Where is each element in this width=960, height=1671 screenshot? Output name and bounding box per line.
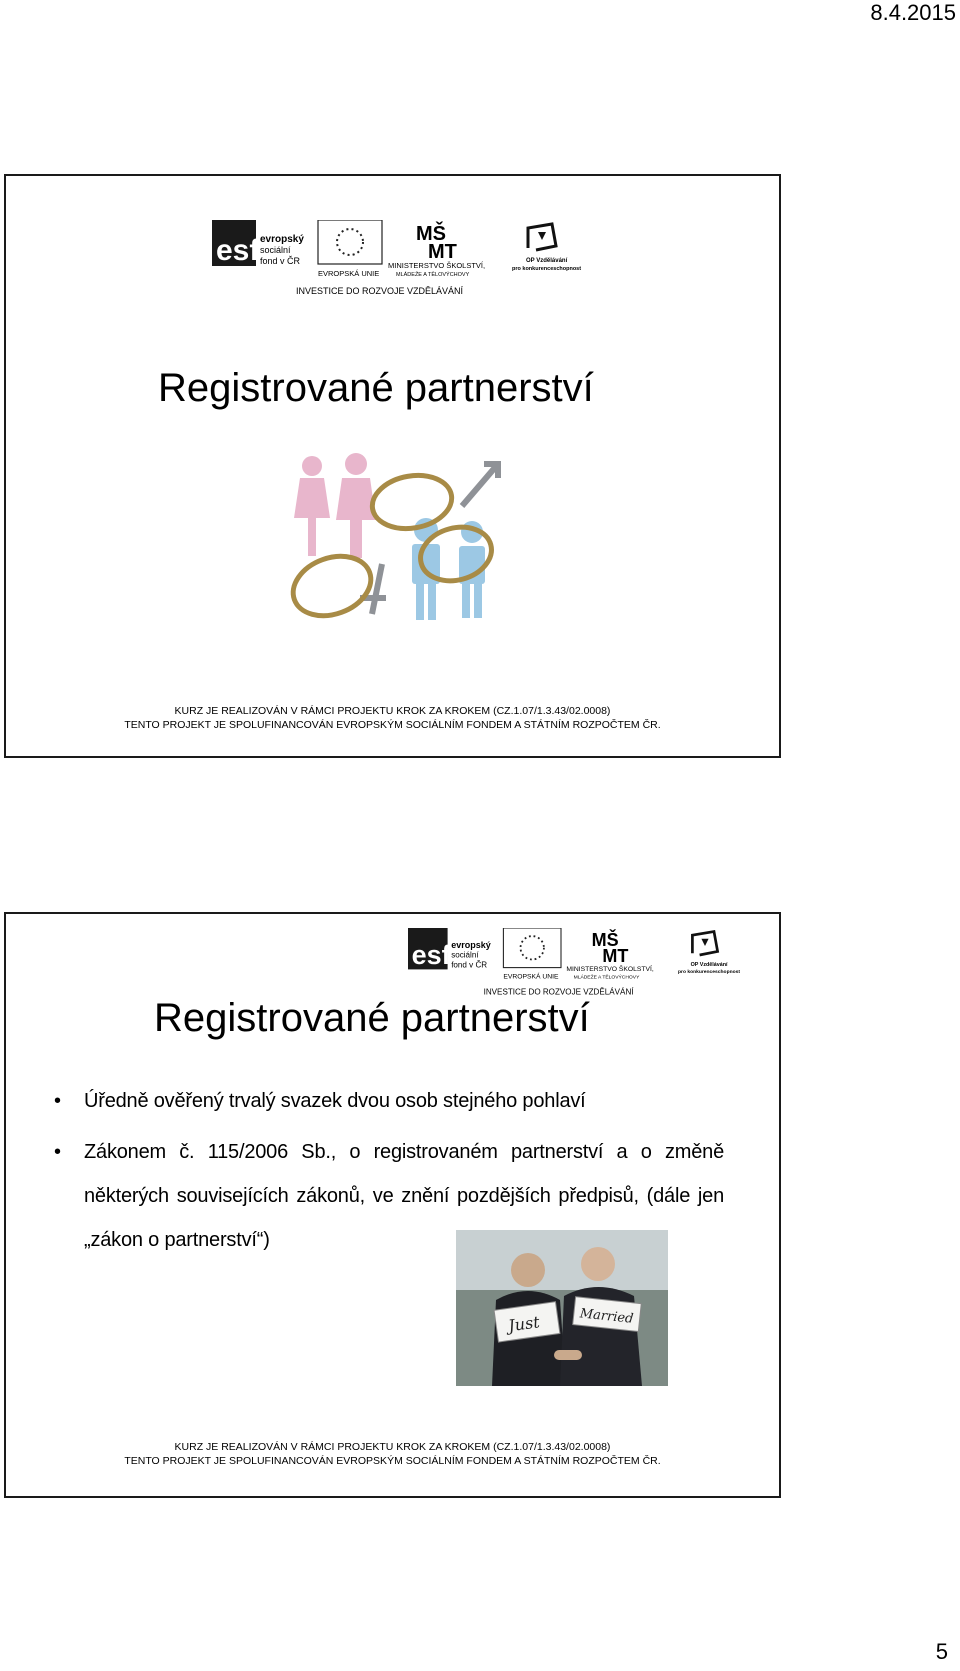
footer-line-1: KURZ JE REALIZOVÁN V RÁMCI PROJEKTU KROK ZA KROKEM (CZ.1.07/1.3.43/02.0008) [174, 705, 611, 717]
op-vzdelavani-logo [512, 224, 581, 272]
logo-tagline: INVESTICE DO ROZVOJE VZDĚLÁVÁNÍ [483, 987, 634, 997]
footer-line-2: TENTO PROJEKT JE SPOLUFINANCOVÁN EVROPSKÝM SOCIÁLNÍM FONDEM A STÁTNÍM ROZPOČTEM ČR. [124, 1455, 661, 1467]
esf-line-3: fond v ČR [260, 256, 301, 266]
slide-2-title: Registrované partnerství [154, 996, 590, 1040]
just-married-photo [456, 1230, 668, 1386]
op-line-1: OP Vzdělávání [526, 258, 568, 264]
msmt-logo [388, 221, 485, 278]
eu-flag-logo [503, 928, 561, 980]
logo-tagline: INVESTICE DO ROZVOJE VZDĚLÁVÁNÍ [296, 286, 464, 296]
slide-2-footer [6, 1440, 779, 1468]
esf-line-2: sociální [260, 245, 291, 255]
slide-2 [4, 912, 781, 1498]
hands [554, 1350, 582, 1360]
svg-text:MŠ: MŠ [591, 930, 619, 950]
svg-text:MT: MT [602, 946, 629, 967]
esf-line-3: fond v ČR [451, 960, 488, 970]
esf-line-1: evropský [260, 234, 304, 245]
svg-text:esf: esf [216, 234, 260, 267]
msmt-line-2: MLÁDEŽE A TĚLOVÝCHOVY [396, 272, 470, 278]
svg-text:MŠ: MŠ [416, 223, 446, 245]
logo-strip [212, 220, 612, 300]
eu-flag-logo [318, 220, 382, 278]
slide-1 [4, 174, 781, 758]
logo-strip [406, 928, 770, 1000]
op-line-2: pro konkurenceschopnost [512, 266, 582, 272]
svg-text:esf: esf [411, 940, 451, 970]
gender-symbols-rings-image [276, 446, 536, 646]
document-date: 8.4.2015 [870, 0, 956, 25]
msmt-line-1: MINISTERSTVO ŠKOLSTVÍ, [566, 966, 654, 974]
footer-line-2: TENTO PROJEKT JE SPOLUFINANCOVÁN EVROPSKÝM SOCIÁLNÍM FONDEM A STÁTNÍM ROZPOČTEM ČR. [124, 719, 661, 731]
esf-line-1: evropský [451, 939, 491, 950]
slide-1-footer [6, 704, 779, 732]
esf-line-2: sociální [451, 950, 479, 960]
page-number: 5 [935, 1639, 948, 1664]
pink-female-figures [294, 453, 376, 558]
msmt-logo [566, 929, 654, 980]
eu-label: EVROPSKÁ UNIE [503, 973, 559, 981]
sign-married-text: Married [579, 1306, 635, 1327]
op-line-1: OP Vzdělávání [690, 961, 728, 968]
op-line-2: pro konkurenceschopnost [678, 970, 741, 975]
bullet-item: • Úředně ověřený trvalý svazek dvou osob stejného pohlaví [54, 1084, 754, 1118]
esf-logo [212, 220, 304, 267]
op-vzdelavani-logo [678, 932, 740, 975]
esf-logo [408, 928, 491, 970]
eu-label: EVROPSKÁ UNIE [318, 269, 380, 278]
bullet-item: • Zákonem č. 115/2006 Sb., o registrovaném partnerství a o změně některých souvisejících zákonů, ve znění pozdějších předpisů, (dále jen „zákon o partnerství“) [54, 1130, 724, 1262]
slide-1-title: Registrované partnerství [158, 366, 594, 410]
footer-line-1: KURZ JE REALIZOVÁN V RÁMCI PROJEKTU KROK ZA KROKEM (CZ.1.07/1.3.43/02.0008) [174, 1441, 611, 1453]
msmt-line-1: MINISTERSTVO ŠKOLSTVÍ, [388, 261, 486, 270]
sign-just-text: Just [507, 1312, 541, 1336]
svg-text:MT: MT [428, 241, 457, 263]
msmt-line-2: MLÁDEŽE A TĚLOVÝCHOVY [573, 975, 640, 981]
